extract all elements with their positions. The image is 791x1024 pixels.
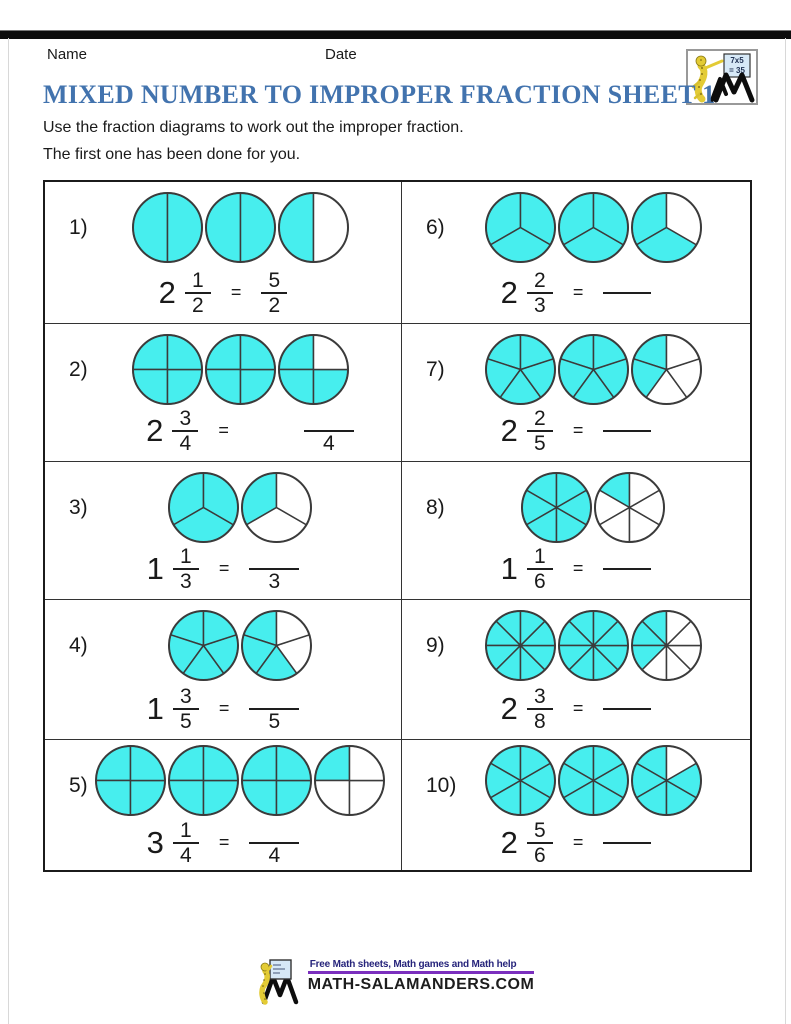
answer-blank-line [603, 430, 651, 432]
problem-cell [45, 740, 402, 870]
equals-sign: = [572, 420, 584, 441]
equation [402, 545, 750, 593]
answer-blank-with-denominator [249, 819, 299, 867]
fraction-circle [557, 609, 630, 682]
problem-number: 8) [426, 496, 445, 519]
equation [402, 685, 750, 733]
answer-numerator: 5 [268, 268, 281, 292]
mixed-fraction [527, 407, 553, 455]
numerator: 5 [534, 818, 546, 842]
problem-number: 1) [69, 216, 88, 239]
problem-cell [45, 182, 402, 324]
fraction-diagrams [79, 600, 401, 682]
mixed-whole-number: 2 [158, 274, 176, 310]
fraction-diagrams [79, 462, 401, 544]
mixed-fraction [173, 819, 199, 867]
footer-site-name: MATH-SALAMANDERS.COM [307, 976, 535, 993]
equals-sign: = [218, 558, 230, 579]
mixed-whole-number: 1 [500, 550, 518, 586]
mixed-fraction [173, 545, 199, 593]
answer-blank-with-denominator [249, 545, 299, 593]
answer-denominator: 3 [249, 568, 299, 593]
denominator: 3 [173, 568, 199, 593]
answer-denominator: 4 [249, 842, 299, 867]
numerator: 2 [534, 268, 546, 292]
answer-blank-line [603, 842, 651, 844]
fraction-circle [557, 191, 630, 264]
numerator: 1 [180, 818, 192, 842]
problem-cell [45, 324, 402, 462]
problem-cell [402, 462, 750, 600]
problem-cell [402, 740, 750, 870]
problem-number: 3) [69, 496, 88, 519]
equals-sign: = [218, 832, 230, 853]
numerator: 1 [180, 544, 192, 568]
page-top-rule [0, 30, 791, 39]
equation [72, 407, 428, 455]
mixed-fraction [527, 819, 553, 867]
numerator: 2 [534, 406, 546, 430]
salamander-head [696, 56, 706, 66]
answer-blank-line [603, 708, 651, 710]
answer-blank-with-denominator [249, 685, 299, 733]
equation [402, 269, 750, 317]
mixed-fraction [173, 685, 199, 733]
footer-text-block [308, 957, 535, 994]
mixed-fraction [527, 685, 553, 733]
numerator: 3 [179, 406, 192, 430]
fraction-circle [277, 333, 350, 406]
problem-number: 10) [426, 774, 457, 797]
fraction-circle [131, 333, 204, 406]
fraction-diagrams [79, 740, 401, 817]
denominator: 3 [527, 292, 553, 317]
fraction-circle [131, 191, 204, 264]
numerator: 3 [534, 684, 546, 708]
fraction-diagrams [436, 740, 750, 817]
equals-sign: = [230, 282, 242, 303]
numerator: 3 [180, 684, 192, 708]
answer-fraction [261, 269, 287, 317]
mixed-whole-number: 1 [146, 690, 164, 726]
problem-number: 6) [426, 216, 445, 239]
problem-cell [402, 182, 750, 324]
equation [45, 819, 401, 867]
fraction-circle [240, 744, 313, 817]
answer-blank-line [603, 292, 651, 294]
problem-number: 9) [426, 634, 445, 657]
fraction-circle [484, 609, 557, 682]
denominator: 2 [185, 292, 211, 317]
equation [45, 545, 401, 593]
footer-salamander-easel-icon [257, 957, 303, 1005]
denominator: 6 [527, 568, 553, 593]
equals-sign: = [572, 698, 584, 719]
mixed-whole-number: 2 [500, 412, 518, 448]
footer [0, 957, 791, 1005]
answer-blank-line [603, 568, 651, 570]
equation [402, 819, 750, 867]
equals-sign: = [218, 420, 229, 441]
fraction-circle [484, 744, 557, 817]
fraction-circle [557, 744, 630, 817]
fraction-circle [167, 744, 240, 817]
fraction-circle [240, 471, 313, 544]
fraction-circle [630, 744, 703, 817]
problem-cell [402, 324, 750, 462]
footer-tagline: Free Math sheets, Math games and Math help [309, 959, 517, 970]
equals-sign: = [572, 832, 584, 853]
fraction-circle [167, 609, 240, 682]
equals-sign: = [572, 282, 584, 303]
denominator: 5 [173, 708, 199, 733]
problems-table [43, 180, 752, 872]
equation [45, 685, 401, 733]
answer-blank-with-denominator [304, 407, 354, 455]
mixed-fraction [172, 407, 198, 455]
fraction-circle [240, 609, 313, 682]
problem-number: 7) [426, 358, 445, 381]
numerator: 1 [192, 268, 204, 292]
denominator: 4 [172, 430, 198, 455]
fraction-circle [484, 191, 557, 264]
numerator: 1 [534, 544, 546, 568]
answer-denominator: 5 [249, 708, 299, 733]
mixed-whole-number: 1 [146, 550, 164, 586]
answer-denominator: 2 [261, 292, 287, 317]
fraction-diagrams [436, 462, 750, 544]
fraction-circle [630, 333, 703, 406]
denominator: 6 [527, 842, 553, 867]
denominator: 5 [527, 430, 553, 455]
fraction-circle [520, 471, 593, 544]
answer-denominator: 4 [304, 430, 354, 455]
fraction-circle [204, 191, 277, 264]
fraction-circle [630, 609, 703, 682]
mixed-whole-number: 2 [500, 274, 518, 310]
fraction-diagrams [79, 324, 401, 406]
fraction-diagrams [436, 600, 750, 682]
problem-cell [402, 600, 750, 740]
mixed-whole-number: 2 [500, 824, 518, 860]
problem-cell [45, 462, 402, 600]
denominator: 4 [173, 842, 199, 867]
mixed-fraction [185, 269, 211, 317]
fraction-circle [593, 471, 666, 544]
mixed-whole-number: 2 [500, 690, 518, 726]
fraction-circle [557, 333, 630, 406]
equals-sign: = [218, 698, 230, 719]
mixed-fraction [527, 269, 553, 317]
page-left-edge [8, 38, 9, 1024]
fraction-circle [277, 191, 350, 264]
fraction-circle [94, 744, 167, 817]
fraction-diagrams [436, 324, 750, 406]
mixed-fraction [527, 545, 553, 593]
mixed-whole-number: 2 [146, 412, 164, 448]
page-right-edge [785, 38, 786, 1024]
denominator: 8 [527, 708, 553, 733]
problem-number: 4) [69, 634, 88, 657]
problem-cell [45, 600, 402, 740]
equation [45, 269, 401, 317]
fraction-circle [630, 191, 703, 264]
name-label: Name [47, 46, 88, 63]
problem-number: 2) [69, 358, 88, 381]
fraction-diagrams [79, 182, 401, 264]
fraction-diagrams [436, 182, 750, 264]
equation [402, 407, 750, 455]
instruction-line-1: Use the fraction diagrams to work out the improper fraction. [43, 119, 464, 136]
fraction-circle [204, 333, 277, 406]
fraction-circle [167, 471, 240, 544]
footer-divider-line [308, 971, 535, 974]
logo-board-line1: 7x5 [730, 56, 744, 65]
instruction-line-2: The first one has been done for you. [43, 146, 301, 163]
fraction-circle [484, 333, 557, 406]
fraction-circle [313, 744, 386, 817]
date-label: Date [325, 46, 357, 63]
logo-board-line2: = 35 [729, 66, 745, 75]
equals-sign: = [572, 558, 584, 579]
page-title: MIXED NUMBER TO IMPROPER FRACTION SHEET 1 [43, 80, 716, 109]
mixed-whole-number: 3 [146, 824, 164, 860]
problem-number: 5) [69, 774, 88, 797]
